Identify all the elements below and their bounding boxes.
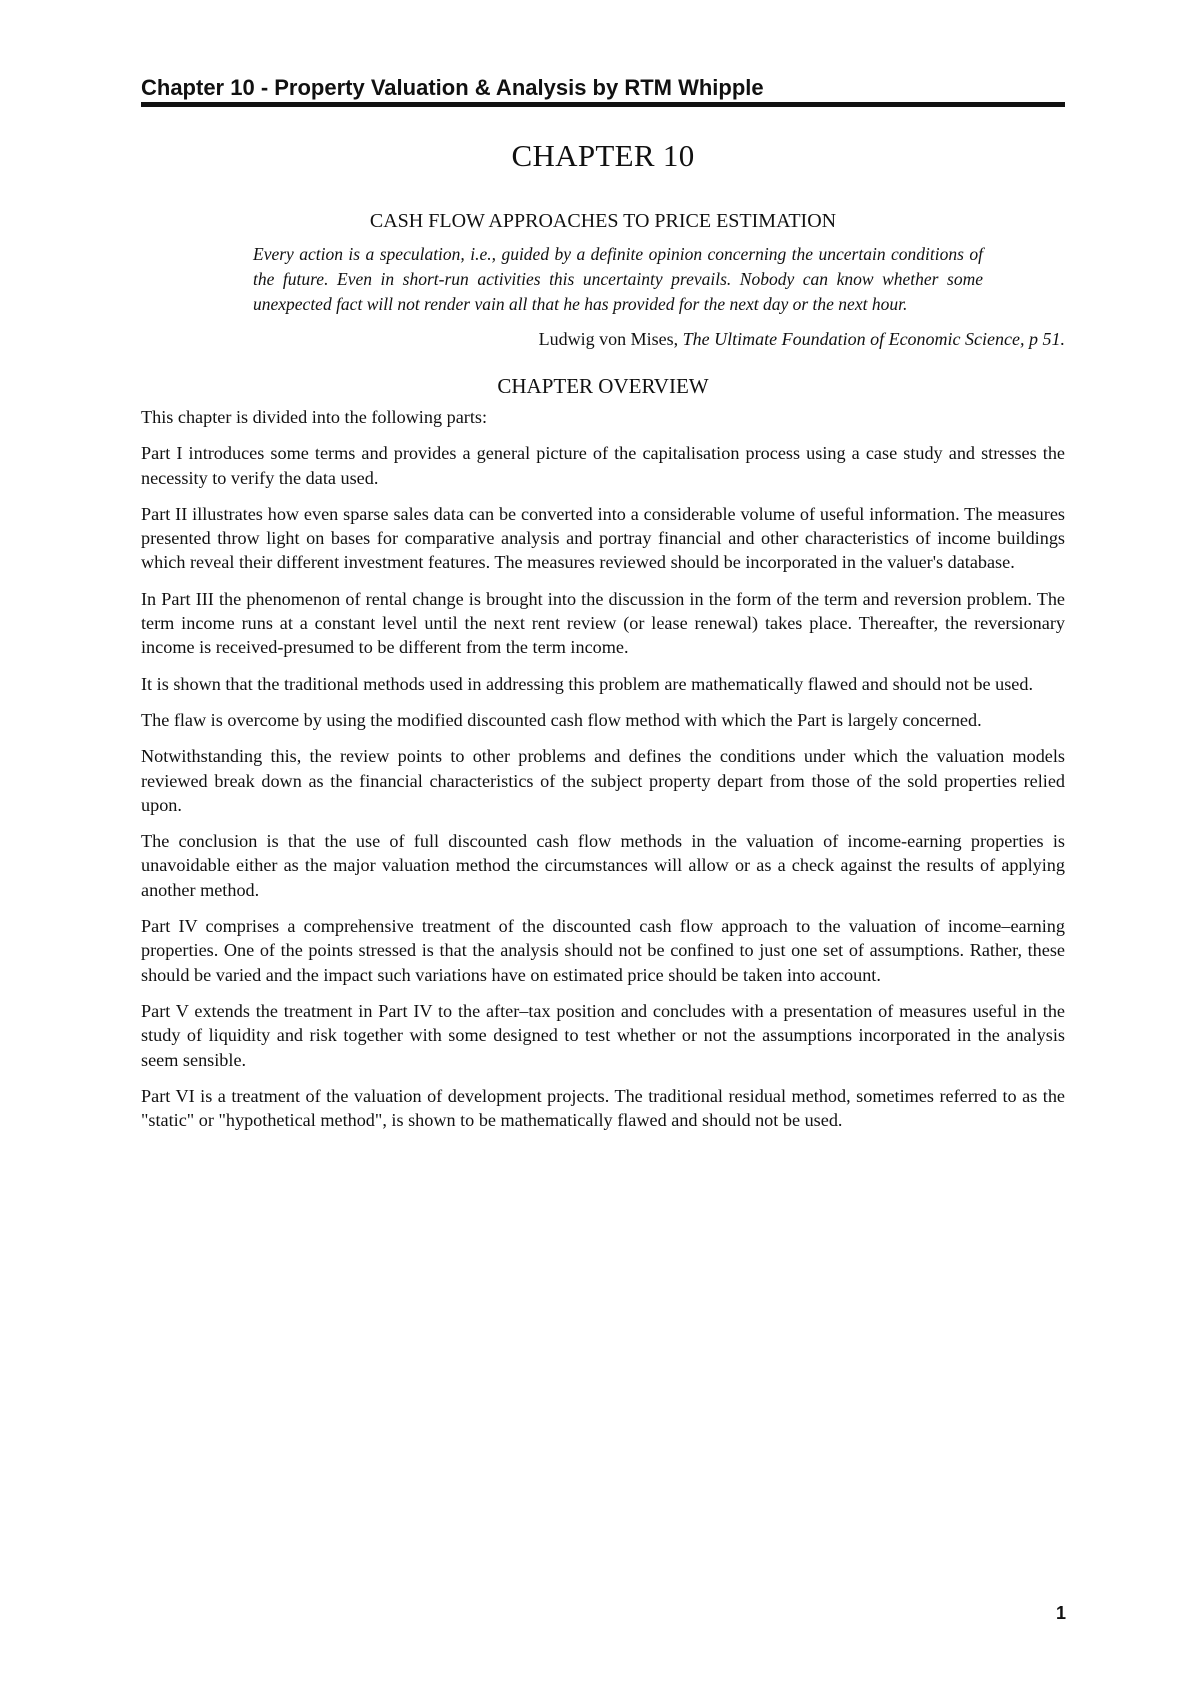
chapter-title: CHAPTER 10 xyxy=(511,138,695,173)
epigraph-quote: Every action is a speculation, i.e., guided by a definite opinion concerning the uncertain conditions of the future. Even in short-run activities this uncertainty prevails. Nobody can know whether some unexpected fact will not render vain all that he has provided for the next day or the next hour. xyxy=(253,244,983,314)
epigraph-book: The Ultimate Foundation of Economic Science, p 51. xyxy=(682,329,1065,349)
paragraph-flaw-overcome: The flaw is overcome by using the modified discounted cash flow method with which the Part is largely concerned. xyxy=(141,709,982,730)
page-number: 1 xyxy=(1055,1603,1066,1623)
paragraph-notwithstanding: Notwithstanding this, the review points to other problems and defines the conditions under which the valuation models reviewed break down as the financial characteristics of the subject property depart from those of the sold properties relied upon. xyxy=(141,746,1065,815)
paragraph-part-2: Part II illustrates how even sparse sales data can be converted into a considerable volume of useful information. The measures presented throw light on bases for comparative analysis and portray financial and other characteristics of income buildings which reveal their different investment features. The measures reviewed should be incorporated in the valuer's database. xyxy=(141,503,1065,573)
paragraph-traditional-methods: It is shown that the traditional methods used in addressing this problem are mathematically flawed and should not be used. xyxy=(141,673,1034,694)
paragraph-part-4: Part IV comprises a comprehensive treatment of the discounted cash flow approach to the valuation of income–earning properties. One of the points stressed is that the analysis should not be confined to just one set of assumptions. Rather, these should be varied and the impact such variations have on estimated price should be taken into account. xyxy=(141,916,1065,985)
running-header: Chapter 10 - Property Valuation & Analysis by RTM Whipple xyxy=(141,75,764,100)
paragraph-intro: This chapter is divided into the following parts: xyxy=(141,407,488,427)
paragraph-part-1: Part I introduces some terms and provides a general picture of the capitalisation process using a case study and stresses the necessity to verify the data used. xyxy=(141,443,1065,488)
section-heading: CHAPTER OVERVIEW xyxy=(497,374,709,398)
paragraph-part-5: Part V extends the treatment in Part IV to the after–tax position and concludes with a presentation of measures useful in the study of liquidity and risk together with some designed to test whether or not the assumptions incorporated in the analysis seem sensible. xyxy=(141,1000,1065,1070)
paragraph-part-3: In Part III the phenomenon of rental change is brought into the discussion in the form of the term and reversion problem. The term income runs at a constant level until the next rent review (or lease renewal) takes place. Thereafter, the reversionary income is received-presumed to be different from the term income. xyxy=(141,588,1065,658)
paragraph-conclusion: The conclusion is that the use of full discounted cash flow methods in the valuation of income-earning properties is unavoidable either as the major valuation method the circumstances will allow or as a check against the results of applying another method. xyxy=(141,831,1065,900)
paragraph-part-6: Part VI is a treatment of the valuation of development projects. The traditional residual method, sometimes referred to as the "static" or "hypothetical method", is shown to be mathematically flawed and should not be used. xyxy=(141,1085,1065,1131)
header-rule xyxy=(141,102,1065,107)
page-content xyxy=(141,128,1065,1132)
epigraph-attribution xyxy=(141,327,1065,352)
epigraph-author: Ludwig von Mises, xyxy=(538,329,679,349)
chapter-subtitle: CASH FLOW APPROACHES TO PRICE ESTIMATION xyxy=(369,210,837,232)
